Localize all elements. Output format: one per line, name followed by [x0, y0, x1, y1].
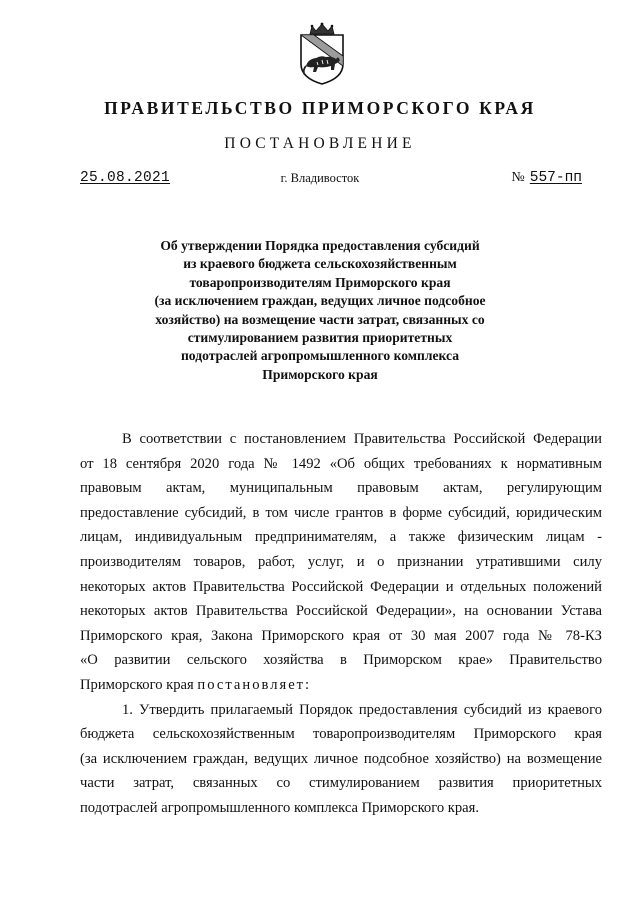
body-line: некоторых актов Правительства Российской Федерации и отдельных положений: [80, 578, 602, 595]
body-line: от 18 сентября 2020 года № 1492 «Об общих требованиях к нормативным: [80, 455, 602, 472]
heading-line: стимулированием развития приоритетных: [187, 330, 453, 346]
preamble-paragraph: [80, 427, 602, 698]
body-line: производителям товаров, работ, услуг, и о признании утратившими силу: [80, 553, 602, 570]
heading-line: хозяйство) на возмещение части затрат, связанных со: [155, 311, 485, 327]
decree-prefix: Приморского края: [80, 676, 198, 693]
body-line: 1. Утвердить прилагаемый Порядок предоставления субсидий из краевого: [122, 701, 602, 718]
body-line: лицам, индивидуальным предпринимателям, а также физическим лицам -: [80, 529, 602, 546]
body-line: Приморского края, Закона Приморского края от 30 мая 2007 года № 78-КЗ: [80, 627, 602, 644]
number-prefix: №: [511, 170, 525, 185]
coat-of-arms-emblem: [297, 22, 347, 86]
decree-verb: постановляет:: [197, 676, 312, 693]
heading-line: товаропроизводителям Приморского края: [189, 274, 451, 290]
body-line: бюджета сельскохозяйственным товаропроизводителям Приморского края: [80, 726, 602, 743]
government-title: ПРАВИТЕЛЬСТВО ПРИМОРСКОГО КРАЯ: [104, 98, 536, 118]
document-body: [80, 427, 602, 821]
body-line: правовым актам, муниципальным правовым актам, регулирующим: [80, 480, 602, 497]
heading-line: из краевого бюджета сельскохозяйственным: [183, 256, 457, 272]
document-number: [511, 170, 582, 186]
number-value: 557-пп: [529, 170, 582, 186]
heading-line: (за исключением граждан, ведущих личное подсобное: [154, 293, 486, 309]
body-line: предоставление субсидий, в том числе грантов в форме субсидий, юридическим: [80, 504, 602, 521]
document-date: 25.08.2021: [80, 170, 171, 186]
body-line: некоторых актов Правительства Российской Федерации», на основании Устава: [80, 603, 602, 620]
heading-line: Приморского края: [262, 366, 378, 382]
heading-line: подотраслей агропромышленного комплекса: [180, 348, 460, 364]
body-line: (за исключением граждан, ведущих личное подсобное хозяйство) на возмещение: [80, 750, 602, 767]
body-line: части затрат, связанных со стимулированием развития приоритетных: [80, 775, 602, 792]
clause-1-paragraph: [80, 698, 602, 821]
document-heading: [130, 237, 510, 384]
document-city: г. Владивосток: [280, 171, 360, 185]
body-line-decree: [80, 673, 602, 698]
heading-line: Об утверждении Порядка предоставления субсидий: [160, 238, 480, 253]
document-type: ПОСТАНОВЛЕНИЕ: [224, 135, 416, 152]
body-line: подотраслей агропромышленного комплекса Приморского края.: [80, 799, 480, 816]
body-line: «О развитии сельского хозяйства в Приморском крае» Правительство: [80, 652, 602, 669]
body-line: В соответствии с постановлением Правительства Российской Федерации: [122, 431, 602, 447]
